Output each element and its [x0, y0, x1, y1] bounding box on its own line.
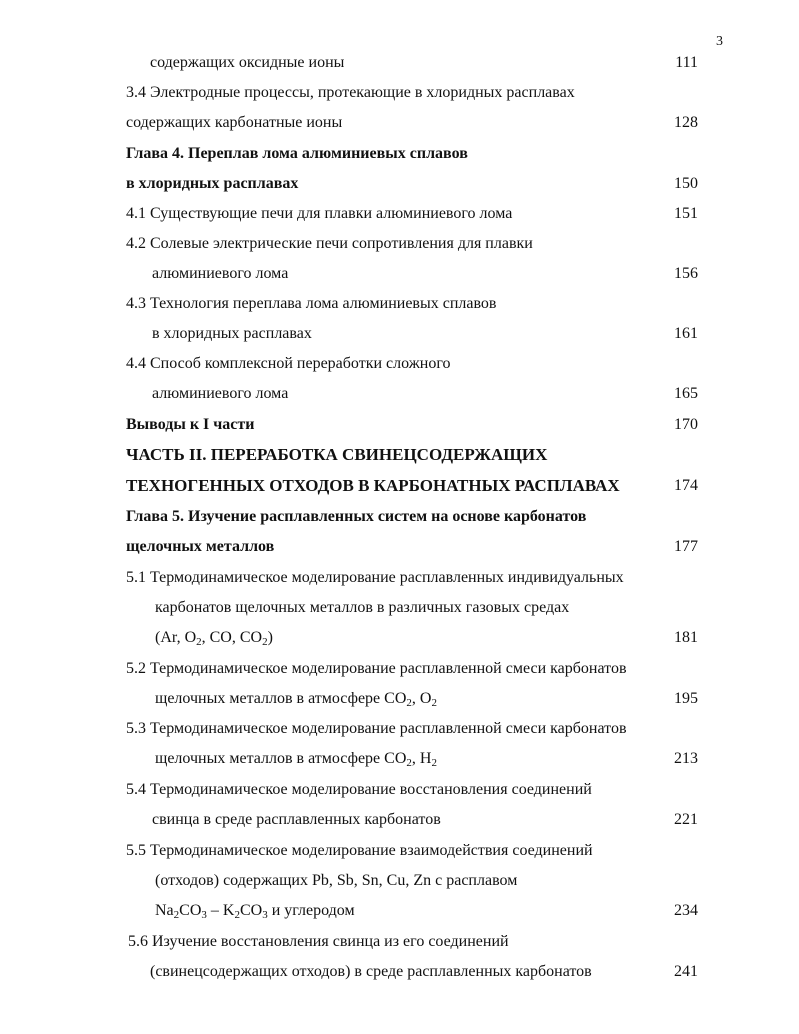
toc-entry — [126, 229, 698, 259]
toc-entry-title: 3.4 Электродные процессы, протекающие в хлоридных расплавах — [126, 84, 575, 101]
toc-entry-title — [155, 623, 273, 653]
subscript: 2 — [406, 697, 412, 709]
subscript: 2 — [262, 636, 268, 648]
toc-entry-title: 5.1 Термодинамическое моделирование расплавленных индивидуальных — [126, 569, 624, 586]
toc-entry — [150, 957, 698, 987]
toc-entry — [152, 379, 698, 409]
toc-entry-title — [155, 684, 437, 714]
text-part: , CO, CO — [201, 629, 263, 646]
toc-entry-page: 241 — [674, 963, 698, 980]
toc-entry-title: 5.6 Изучение восстановления свинца из его соединений — [128, 933, 509, 950]
toc-entry-page: 221 — [674, 811, 698, 828]
text-part: CO — [179, 902, 202, 919]
text-part: , H — [411, 750, 432, 767]
toc-entry-title: 4.3 Технология переплава лома алюминиевых сплавов — [126, 295, 497, 312]
text-part: , O — [411, 690, 432, 707]
toc-entry-title: в хлоридных расплавах — [152, 325, 312, 342]
toc-entry — [152, 259, 698, 289]
toc-entry-page: 150 — [674, 175, 698, 192]
toc-entry-title: (свинецсодержащих отходов) в среде расплавленных карбонатов — [150, 963, 592, 980]
toc-entry — [126, 836, 698, 866]
toc-entry-title: 5.5 Термодинамическое моделирование взаимодействия соединений — [126, 842, 593, 859]
toc-entry-title: щелочных металлов — [126, 538, 275, 555]
toc-entry — [150, 48, 698, 78]
toc-entry — [126, 108, 698, 138]
chapter-heading — [126, 502, 698, 532]
toc-entry — [126, 349, 698, 379]
subscript: 2 — [173, 909, 180, 921]
toc-entry-page: 156 — [674, 265, 698, 282]
toc-entry-page: 165 — [674, 385, 698, 402]
toc-entry-title: Глава 5. Изучение расплавленных систем на основе карбонатов — [126, 508, 587, 525]
part-heading — [126, 440, 698, 470]
toc-entry-page: 177 — [674, 538, 698, 555]
toc-entry-page: 174 — [674, 477, 698, 494]
toc-entry-title: содержащих оксидные ионы — [150, 54, 345, 71]
toc-entry-title: алюминиевого лома — [152, 265, 289, 282]
toc-entry-title: (отходов) содержащих Pb, Sb, Sn, Cu, Zn с расплавом — [155, 872, 518, 889]
text-part: Na — [155, 902, 174, 919]
toc-entry-title: свинца в среде расплавленных карбонатов — [152, 811, 441, 828]
toc-entry-title — [155, 896, 355, 926]
subscript: 2 — [196, 636, 202, 648]
toc-entry-page: 161 — [674, 325, 698, 342]
toc-entry-page: 181 — [674, 629, 698, 646]
subscript: 3 — [262, 909, 268, 921]
toc-entry-title: 5.3 Термодинамическое моделирование расплавленной смеси карбонатов — [126, 720, 627, 737]
toc-entry-title: в хлоридных расплавах — [126, 175, 299, 192]
toc-entry-page: 151 — [674, 205, 698, 222]
page-number: 3 — [716, 34, 723, 49]
toc-entry — [126, 775, 698, 805]
toc-entry-title: 4.2 Солевые электрические печи сопротивления для плавки — [126, 235, 533, 252]
text-part: щелочных металлов в атмосфере CO — [155, 750, 407, 767]
toc-entry-title: Выводы к I части — [126, 416, 255, 433]
toc-entry — [126, 289, 698, 319]
toc-entry — [152, 805, 698, 835]
chapter-heading — [126, 169, 698, 199]
toc-entry — [155, 593, 698, 623]
toc-entry — [155, 744, 698, 774]
chapter-heading — [126, 139, 698, 169]
toc-entry-title: Глава 4. Переплав лома алюминиевых сплавов — [126, 145, 468, 162]
chapter-heading — [126, 532, 698, 562]
toc-entry-title — [155, 744, 437, 774]
toc-entry — [126, 654, 698, 684]
toc-entry-title: карбонатов щелочных металлов в различных газовых средах — [155, 599, 570, 616]
toc-entry — [126, 714, 698, 744]
toc-entry — [155, 866, 698, 896]
subscript: 2 — [431, 757, 437, 769]
toc-entry — [155, 623, 698, 653]
toc-entry-title: 5.4 Термодинамическое моделирование восстановления соединений — [126, 781, 592, 798]
toc-entry-title: содержащих карбонатные ионы — [126, 114, 343, 131]
text-part: – K — [206, 902, 235, 919]
toc-entry — [126, 78, 698, 108]
conclusions-heading — [126, 410, 698, 440]
text-part: щелочных металлов в атмосфере CO — [155, 690, 407, 707]
toc-entry-title: ТЕХНОГЕННЫХ ОТХОДОВ В КАРБОНАТНЫХ РАСПЛАВАХ — [126, 476, 620, 495]
toc-entry-page: 111 — [675, 54, 698, 71]
toc-entry-title: 4.1 Существующие печи для плавки алюминиевого лома — [126, 205, 513, 222]
toc-entry-page: 234 — [674, 902, 698, 919]
text-part: и углеродом — [267, 902, 355, 919]
subscript: 2 — [406, 757, 412, 769]
toc-entry — [155, 896, 698, 926]
toc-entry — [152, 319, 698, 349]
toc-entry-page: 170 — [674, 416, 698, 433]
text-part: CO — [239, 902, 263, 919]
subscript: 2 — [234, 909, 240, 921]
text-part: ) — [267, 629, 273, 646]
subscript: 2 — [431, 697, 437, 709]
toc-entry — [126, 563, 698, 593]
toc-entry-title: алюминиевого лома — [152, 385, 289, 402]
toc-entry-title: 5.2 Термодинамическое моделирование расплавленной смеси карбонатов — [126, 660, 627, 677]
subscript: 3 — [201, 909, 207, 921]
text-part: (Ar, O — [155, 629, 197, 646]
toc-entry-title: ЧАСТЬ II. ПЕРЕРАБОТКА СВИНЕЦСОДЕРЖАЩИХ — [126, 445, 548, 464]
toc-entry-page: 195 — [674, 690, 698, 707]
toc-entry-page: 128 — [674, 114, 698, 131]
toc-entry-page: 213 — [674, 750, 698, 767]
toc-entry — [126, 199, 698, 229]
part-heading — [126, 471, 698, 501]
toc-entry — [128, 927, 698, 957]
toc-entry — [155, 684, 698, 714]
toc-entry-title: 4.4 Способ комплексной переработки сложного — [126, 355, 451, 372]
